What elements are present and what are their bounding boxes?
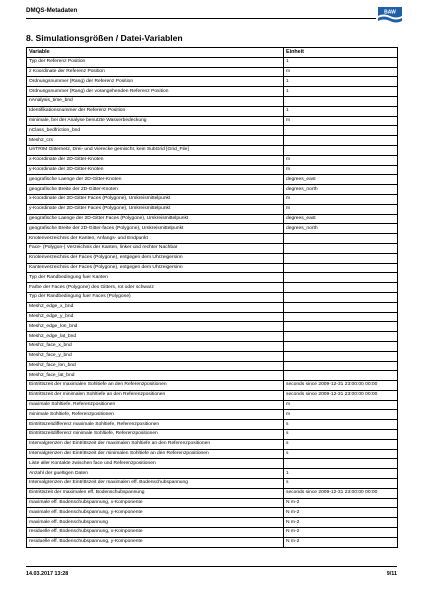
- unit-cell: 1: [284, 106, 398, 116]
- table-row: [27, 312, 398, 322]
- unit-cell: m: [284, 194, 398, 204]
- unit-cell: [284, 322, 398, 332]
- variable-cell: maximale eff. Bodenschubspannung: [27, 518, 284, 528]
- unit-cell: [284, 126, 398, 136]
- variable-cell: geografische Breite der 2D-Gitter-Knoten: [27, 185, 284, 195]
- unit-cell: [284, 292, 398, 302]
- variable-cell: Intervalgrenzen der Eintrittszeit der minimalen Sohltiefe an den Referenzpositionen: [27, 449, 284, 459]
- variable-cell: Eintrittszeit der maximalen Sohltiefe an den Referenzpositionen: [27, 381, 284, 391]
- table-row: [27, 469, 398, 479]
- table-row: [27, 390, 398, 400]
- variable-cell: Face- (Polygon-) Verzeichnis der Kanten, linker und rechter Nachbar: [27, 243, 284, 253]
- unit-cell: m: [284, 67, 398, 77]
- variable-cell: Ordnungsnummer (Rang) der Referenz Position: [27, 77, 284, 87]
- table-row: [27, 292, 398, 302]
- unit-cell: seconds since 2009-12-31 23:00:00 00:00: [284, 488, 398, 498]
- variable-cell: Mesh2_face_lat_bnd: [27, 371, 284, 381]
- variable-cell: Mesh2_face_lon_bnd: [27, 361, 284, 371]
- variable-cell: Intervalgrenzen der Eintrittszeit der maximalen eff. Bodenschubspannung: [27, 479, 284, 489]
- variable-cell: geografische Breite der 2D-Gitter-faces (Polygone), Umkreismittelpunkt: [27, 224, 284, 234]
- unit-cell: degrees_east: [284, 214, 398, 224]
- variable-cell: minimale, bei der Analyse benutzte Wasserbedeckung: [27, 116, 284, 126]
- unit-cell: m: [284, 165, 398, 175]
- variable-cell: x-Koordinate der 2D-Gitter Faces (Polygone), Umkreismittelpunkt: [27, 194, 284, 204]
- variable-cell: maximale eff. Bodenschubspannung, y-Komponente: [27, 508, 284, 518]
- unit-cell: 1: [284, 77, 398, 87]
- table-row: [27, 498, 398, 508]
- unit-cell: 1: [284, 87, 398, 97]
- table-row: [27, 508, 398, 518]
- table-row: [27, 381, 398, 391]
- table-row: [27, 528, 398, 538]
- unit-cell: N m-2: [284, 537, 398, 547]
- variable-cell: UnTRIM Gitternetz, Drei- und Vierecke gemischt, kein SubGrid [Grid_File]: [27, 145, 284, 155]
- unit-cell: [284, 283, 398, 293]
- footer-date: 14.03.2017 13:28: [26, 571, 69, 577]
- variable-cell: Knotenverzeichnis der Kanten, Anfangs- und Endpunkt: [27, 234, 284, 244]
- variable-cell: z Koordinate der Referenz Position: [27, 67, 284, 77]
- variable-cell: Eintrittszeit der minimalen Sohltiefe an den Referenzpositionen: [27, 390, 284, 400]
- table-row: [27, 165, 398, 175]
- variable-cell: geografische Laenge der 2D-Gitter-Knoten: [27, 175, 284, 185]
- table-row: [27, 253, 398, 263]
- unit-cell: [284, 263, 398, 273]
- variable-cell: nAnalysis_time_bnd: [27, 96, 284, 106]
- unit-cell: [284, 351, 398, 361]
- unit-cell: m: [284, 400, 398, 410]
- variable-cell: Typ der Randbedingung fuer Kanten: [27, 273, 284, 283]
- variable-cell: Anzahl der gueltigen Daten: [27, 469, 284, 479]
- table-row: [27, 263, 398, 273]
- unit-cell: 1: [284, 57, 398, 67]
- table-body: [27, 57, 398, 547]
- unit-cell: s: [284, 479, 398, 489]
- unit-cell: m: [284, 116, 398, 126]
- table-row: [27, 57, 398, 67]
- variable-cell: Liste aller Kontakte zwischen face und Referenzpositionen: [27, 459, 284, 469]
- unit-cell: s: [284, 449, 398, 459]
- variable-cell: Kantenverzeichnis der Faces (Polygone), entgegen dem Uhrzeigersinn: [27, 263, 284, 273]
- variable-cell: geografische Laenge der 2D-Gitter Faces (Polygone), Umkreismittelpunkt: [27, 214, 284, 224]
- page-header: [26, 4, 404, 28]
- variable-cell: Eintrittszeit der maximalen eff. Bodenschubspannung: [27, 488, 284, 498]
- table-row: [27, 234, 398, 244]
- table-row: [27, 332, 398, 342]
- unit-cell: N m-2: [284, 508, 398, 518]
- table-row: [27, 87, 398, 97]
- variable-cell: Eintrittszeitdifferenz minimale Sohltiefe, Referenzpositionen: [27, 430, 284, 440]
- unit-cell: [284, 312, 398, 322]
- unit-cell: [284, 459, 398, 469]
- column-header-einheit: Einheit: [284, 48, 398, 58]
- table-row: [27, 116, 398, 126]
- unit-cell: s: [284, 439, 398, 449]
- section-heading: 8. Simulationsgrößen / Datei-Variablen: [26, 33, 183, 43]
- variable-cell: Mesh2_edge_y_bnd: [27, 312, 284, 322]
- variable-cell: Identifikationsnummer der Referenz Position: [27, 106, 284, 116]
- logo-text: BAW: [384, 9, 396, 16]
- table-row: [27, 449, 398, 459]
- table-row: [27, 518, 398, 528]
- variable-cell: residuelle eff. Bodenschubspannung, y-Komponente: [27, 537, 284, 547]
- variable-cell: residuelle eff. Bodenschubspannung, x-Komponente: [27, 528, 284, 538]
- variable-cell: Ordnungsnummer (Rang) der vorangehenden Referenz Position: [27, 87, 284, 97]
- table-row: [27, 410, 398, 420]
- variable-cell: Mesh2_edge_lon_bnd: [27, 322, 284, 332]
- table-row: [27, 322, 398, 332]
- variable-cell: Typ der Referenz Position: [27, 57, 284, 67]
- variable-cell: maximale eff. Bodenschubspannung, x-Komponente: [27, 498, 284, 508]
- variable-cell: Intervalgrenzen der Eintrittszeit der maximalen Sohltiefe an den Referenzpositionen: [27, 439, 284, 449]
- table-row: [27, 488, 398, 498]
- unit-cell: 1: [284, 469, 398, 479]
- unit-cell: [284, 136, 398, 146]
- table-header-row: [27, 48, 398, 58]
- table-row: [27, 351, 398, 361]
- variable-cell: Mesh2_edge_lat_bnd: [27, 332, 284, 342]
- baw-logo-icon: [376, 4, 404, 26]
- table-row: [27, 479, 398, 489]
- table-row: [27, 243, 398, 253]
- table-row: [27, 136, 398, 146]
- variable-cell: Farbe der Faces (Polygone) des Gitters, rot oder schwarz: [27, 283, 284, 293]
- unit-cell: [284, 361, 398, 371]
- table-row: [27, 302, 398, 312]
- unit-cell: m: [284, 204, 398, 214]
- unit-cell: N m-2: [284, 518, 398, 528]
- table-row: [27, 77, 398, 87]
- unit-cell: [284, 302, 398, 312]
- table-row: [27, 145, 398, 155]
- table-row: [27, 400, 398, 410]
- variable-cell: Eintrittszeitdifferenz maximale Sohltiefe, Referenzpositionen: [27, 420, 284, 430]
- unit-cell: degrees_north: [284, 224, 398, 234]
- variable-cell: Mesh2_face_y_bnd: [27, 351, 284, 361]
- variable-cell: Mesh2_crs: [27, 136, 284, 146]
- table-row: [27, 361, 398, 371]
- page-footer: [26, 566, 397, 580]
- variable-cell: Knotenverzeichnis der Faces (Polygone), entgegen dem Uhrzeigersinn: [27, 253, 284, 263]
- table-row: [27, 106, 398, 116]
- table-row: [27, 185, 398, 195]
- variable-cell: minimale Sohltiefe, Referenzpositionen: [27, 410, 284, 420]
- unit-cell: N m-2: [284, 498, 398, 508]
- table-row: [27, 204, 398, 214]
- variable-cell: nClass_bedfriction_bnd: [27, 126, 284, 136]
- table-row: [27, 155, 398, 165]
- column-header-variable: Variable: [27, 48, 284, 58]
- table-row: [27, 194, 398, 204]
- unit-cell: [284, 273, 398, 283]
- table-row: [27, 224, 398, 234]
- unit-cell: s: [284, 420, 398, 430]
- unit-cell: m: [284, 410, 398, 420]
- unit-cell: [284, 253, 398, 263]
- unit-cell: seconds since 2009-12-31 23:00:00 00:00: [284, 381, 398, 391]
- unit-cell: [284, 332, 398, 342]
- table-row: [27, 537, 398, 547]
- variables-table: [26, 47, 398, 548]
- document-title: DMQS-Metadaten: [26, 7, 78, 14]
- table-row: [27, 273, 398, 283]
- unit-cell: N m-2: [284, 528, 398, 538]
- variable-cell: Mesh2_edge_x_bnd: [27, 302, 284, 312]
- table-row: [27, 283, 398, 293]
- unit-cell: seconds since 2009-12-31 23:00:00 00:00: [284, 390, 398, 400]
- variable-cell: x-Koordinate der 2D-Gitter-Knoten: [27, 155, 284, 165]
- table-row: [27, 126, 398, 136]
- unit-cell: m: [284, 155, 398, 165]
- unit-cell: [284, 96, 398, 106]
- table-row: [27, 175, 398, 185]
- unit-cell: degrees_east: [284, 175, 398, 185]
- variable-cell: Typ der Randbedingung fuer Faces (Polygone): [27, 292, 284, 302]
- table-row: [27, 439, 398, 449]
- unit-cell: degrees_north: [284, 185, 398, 195]
- table-row: [27, 341, 398, 351]
- unit-cell: [284, 145, 398, 155]
- unit-cell: s: [284, 430, 398, 440]
- unit-cell: [284, 371, 398, 381]
- variable-cell: maximale Sohltiefe, Referenzpositionen: [27, 400, 284, 410]
- footer-page-number: 9/11: [386, 571, 397, 577]
- unit-cell: [284, 243, 398, 253]
- table-row: [27, 420, 398, 430]
- table-row: [27, 96, 398, 106]
- table-row: [27, 214, 398, 224]
- header-rule: [26, 18, 376, 19]
- table-row: [27, 371, 398, 381]
- variable-cell: y-Koordinate der 2D-Gitter Faces (Polygone), Umkreismittelpunkt: [27, 204, 284, 214]
- variable-cell: y-Koordinate der 2D-Gitter-Knoten: [27, 165, 284, 175]
- variable-cell: Mesh2_face_x_bnd: [27, 341, 284, 351]
- unit-cell: [284, 234, 398, 244]
- table-row: [27, 67, 398, 77]
- table-row: [27, 430, 398, 440]
- unit-cell: [284, 341, 398, 351]
- table-row: [27, 459, 398, 469]
